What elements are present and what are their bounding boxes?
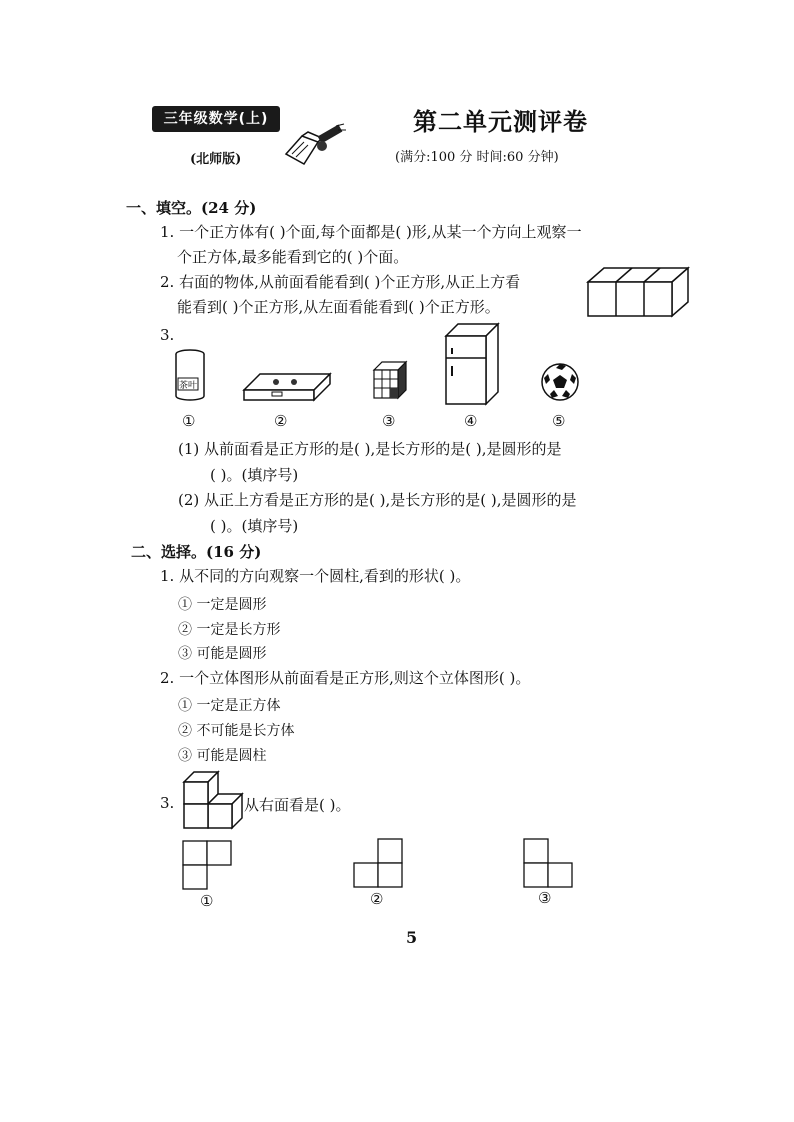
q2-line-2: 能看到( )个正方形,从左面看能看到( )个正方形。 (177, 298, 500, 316)
stacked-cubes-figure (182, 770, 244, 832)
q1-line-1: 1. 一个正方体有( )个面,每个面都是( )形,从某一个方向上观察一 (160, 223, 582, 241)
tray-figure (242, 370, 332, 406)
edition-label: (北师版) (190, 152, 242, 167)
s2-q1: 1. 从不同的方向观察一个圆柱,看到的形状( )。 (160, 567, 471, 585)
answer-shape-2 (352, 838, 404, 888)
s2-q1-option-3: ③ 可能是圆形 (178, 646, 267, 662)
q3-label: 3. (160, 326, 175, 344)
book-pencil-icon (282, 124, 350, 168)
page-title: 第二单元测评卷 (413, 107, 588, 136)
pic-label-2: ② (274, 412, 288, 430)
answer-label-2: ② (370, 890, 384, 908)
pic-label-5: ⑤ (552, 412, 566, 430)
s2-q2-option-1: ① 一定是正方体 (178, 698, 281, 714)
s2-q2-option-2: ② 不可能是长方体 (178, 723, 295, 739)
q3-1-line-1: (1) 从前面看是正方形的是( ),是长方形的是( ),是圆形的是 (178, 440, 562, 458)
answer-label-3: ③ (538, 889, 552, 907)
s2-q3-label: 3. (160, 794, 175, 812)
tea-can-figure (172, 348, 208, 404)
s2-q1-option-1: ① 一定是圆形 (178, 597, 267, 613)
pic-label-3: ③ (382, 412, 396, 430)
page-number: 5 (406, 928, 418, 947)
rubiks-cube-figure (372, 360, 408, 400)
s2-q1-option-2: ② 一定是长方形 (178, 622, 281, 638)
exam-meta: (满分:100 分 时间:60 分钟) (395, 150, 559, 165)
three-cubes-figure (588, 266, 692, 318)
answer-shape-1 (182, 840, 232, 890)
fridge-figure (444, 322, 500, 406)
q1-line-2: 个正方体,最多能看到它的( )个面。 (177, 248, 409, 266)
section-1-heading: 一、填空。(24 分) (126, 199, 257, 217)
pic-label-4: ④ (464, 412, 478, 430)
tea-label: 茶叶 (178, 381, 198, 391)
s2-q3-text: 从右面看是( )。 (244, 796, 351, 814)
grade-badge: 三年级数学(上) (152, 106, 280, 132)
s2-q2: 2. 一个立体图形从前面看是正方形,则这个立体图形( )。 (160, 669, 531, 687)
s2-q2-option-3: ③ 可能是圆柱 (178, 748, 267, 764)
q2-line-1: 2. 右面的物体,从前面看能看到( )个正方形,从正上方看 (160, 273, 521, 291)
section-2-heading: 二、选择。(16 分) (131, 543, 262, 561)
q3-2-line-2: ( )。(填序号) (210, 517, 299, 535)
q3-1-line-2: ( )。(填序号) (210, 466, 299, 484)
answer-label-1: ① (200, 892, 214, 910)
pic-label-1: ① (182, 412, 196, 430)
soccer-ball-figure (540, 362, 580, 402)
answer-shape-3 (522, 838, 574, 888)
q3-2-line-1: (2) 从正上方看是正方形的是( ),是长方形的是( ),是圆形的是 (178, 491, 577, 509)
